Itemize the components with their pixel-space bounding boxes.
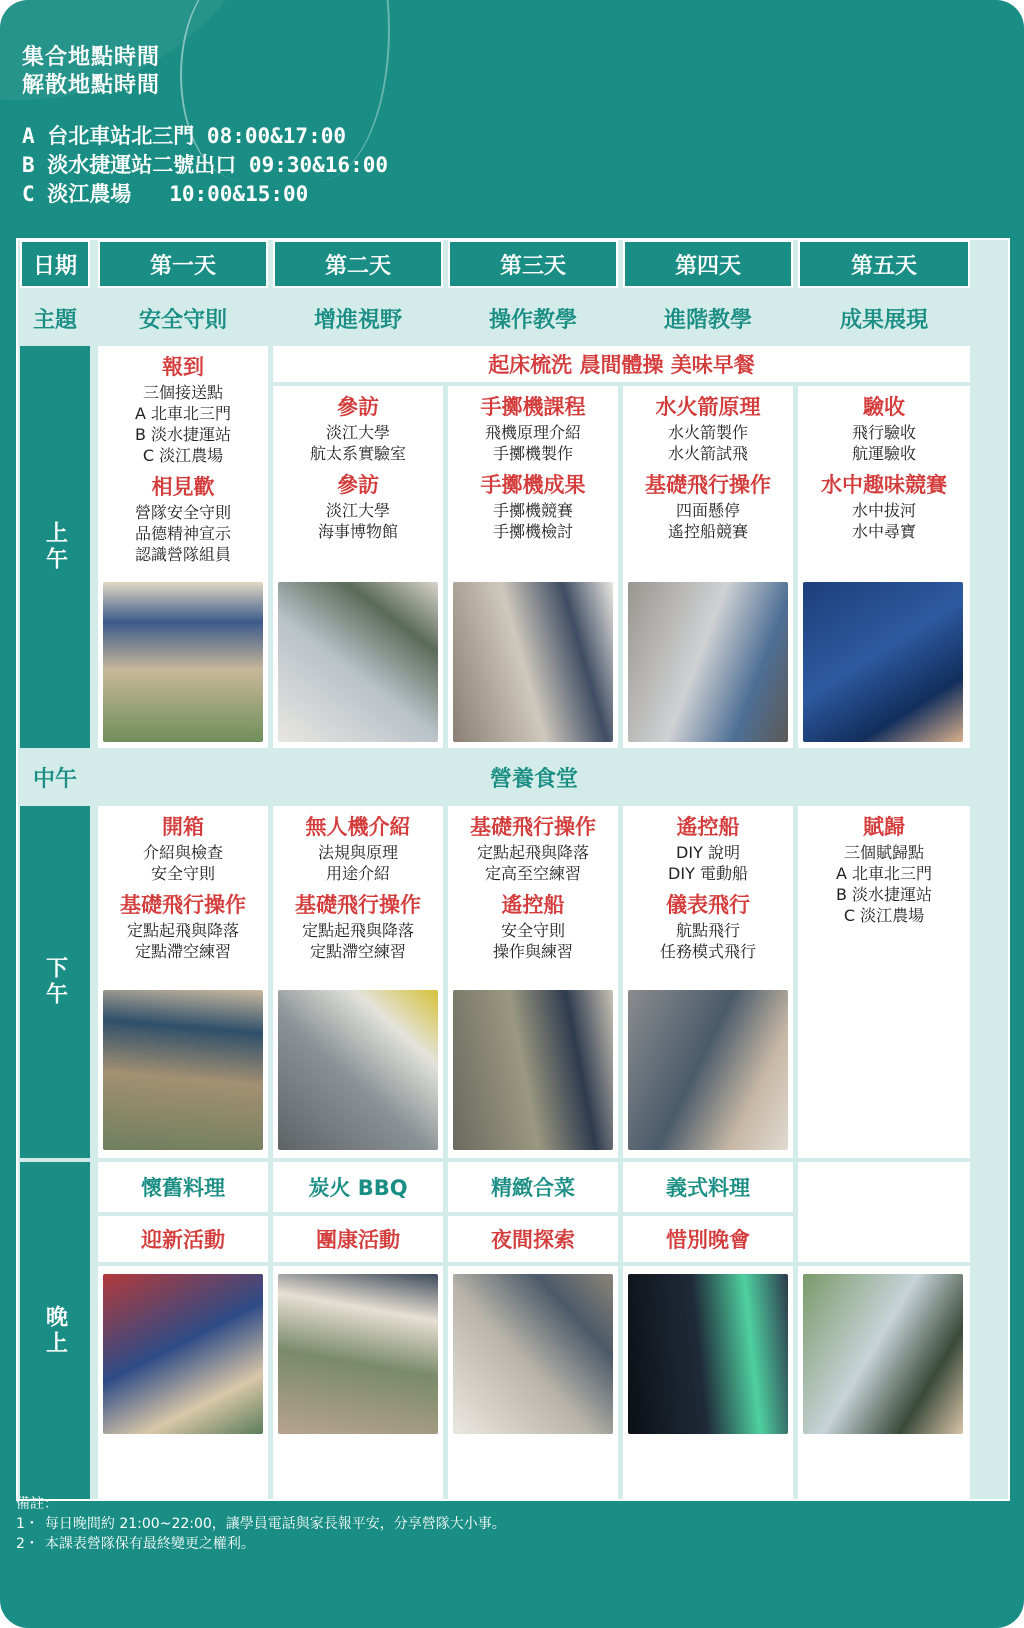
activity-title: 手擲機課程 xyxy=(480,395,586,419)
note-number: 2・ xyxy=(16,1536,39,1552)
day-theme xyxy=(798,292,970,344)
note-text: 本課表營隊保有最終變更之權利。 xyxy=(44,1536,255,1552)
day-header-text: 第三天 xyxy=(499,253,566,279)
note-item xyxy=(16,1514,506,1534)
theme-label-text: 主題 xyxy=(32,307,77,333)
activity-detail: DIY 說明 xyxy=(676,843,740,862)
day-theme-text: 安全守則 xyxy=(138,307,227,333)
activity-detail: 品德精神宣示 xyxy=(134,524,231,543)
noon-label xyxy=(20,752,90,802)
activity-title: 基礎飛行操作 xyxy=(645,473,771,497)
theme-label xyxy=(20,292,90,344)
activity-detail: 飛行驗收 xyxy=(851,423,916,442)
day-theme xyxy=(623,292,793,344)
activity-title: 儀表飛行 xyxy=(666,893,750,917)
evening-activity-2-text: 團康活動 xyxy=(316,1228,400,1252)
activity-detail: 淡江大學 xyxy=(325,501,390,520)
evening-activity-4 xyxy=(623,1216,793,1262)
paper-plane-photo xyxy=(453,582,613,742)
activity-title: 參訪 xyxy=(337,395,379,419)
day-header-text: 第二天 xyxy=(324,253,391,279)
dismissal-time-label: 解散地點時間 xyxy=(22,73,161,98)
meeting-info xyxy=(22,44,388,209)
activity-title: 無人機介紹 xyxy=(305,815,411,839)
activity-detail: DIY 電動船 xyxy=(668,864,748,883)
activity-detail: 航點飛行 xyxy=(675,921,740,940)
activity-detail: 認識營隊組員 xyxy=(134,545,231,564)
swimming-boy-photo xyxy=(803,582,963,742)
activity-detail: 三個接送點 xyxy=(142,383,223,402)
activity-detail: A 北車北三門 xyxy=(835,864,933,883)
activity-title: 基礎飛行操作 xyxy=(470,815,596,839)
day-header xyxy=(448,240,618,288)
activity-detail: 操作與練習 xyxy=(492,942,573,961)
group-photo xyxy=(803,1274,963,1434)
activity-title: 驗收 xyxy=(863,395,905,419)
drone-practice-photo xyxy=(453,990,613,1150)
evening-label xyxy=(20,1162,90,1499)
location-a: A 台北車站北三門 08:00&17:00 xyxy=(22,124,347,148)
activity-title: 手擲機成果 xyxy=(480,473,586,497)
activity-title: 參訪 xyxy=(337,473,379,497)
day-theme-text: 操作教學 xyxy=(488,307,577,333)
activity-detail: 定點滯空練習 xyxy=(309,942,406,961)
dinner-4-text: 義式料理 xyxy=(666,1176,750,1200)
dinner-3 xyxy=(448,1162,618,1212)
smiling-boy-photo xyxy=(628,990,788,1150)
notes-heading: 備註： xyxy=(16,1496,58,1512)
activity-title: 遙控船 xyxy=(501,893,565,917)
activity-detail: 飛機原理介紹 xyxy=(484,423,581,442)
activity-title: 水中趣味競賽 xyxy=(821,473,947,497)
evening-activity-1 xyxy=(98,1216,268,1262)
dinner-2-text: 炭火 BBQ xyxy=(308,1176,408,1200)
activity-detail: 四面懸停 xyxy=(675,501,740,520)
location-c: C 淡江農場 10:00&15:00 xyxy=(22,182,309,206)
meeting-time-label: 集合地點時間 xyxy=(22,45,161,70)
activity-detail: 水中尋寶 xyxy=(851,522,916,541)
evening-activity-1-text: 迎新活動 xyxy=(141,1228,225,1252)
children-cheering-photo xyxy=(103,582,263,742)
activity-detail: 水火箭試飛 xyxy=(667,444,748,463)
dinner-1-text: 懷舊料理 xyxy=(141,1176,225,1200)
activity-detail: 手擲機競賽 xyxy=(492,501,573,520)
day-header xyxy=(273,240,443,288)
day-theme xyxy=(448,292,618,344)
day-theme-text: 成果展現 xyxy=(839,307,928,333)
morning-label xyxy=(20,346,90,748)
rc-boat-photo xyxy=(278,990,438,1150)
activity-detail: 水中拔河 xyxy=(851,501,916,520)
activity-detail: 定點滯空練習 xyxy=(134,942,231,961)
noon-band-text: 營養食堂 xyxy=(489,766,578,792)
activity-detail: 水火箭製作 xyxy=(667,423,748,442)
dinner-1 xyxy=(98,1162,268,1212)
activity-detail: 遙控船競賽 xyxy=(667,522,748,541)
dinner-3-text: 精緻合菜 xyxy=(491,1176,575,1200)
morning-band xyxy=(273,346,970,382)
evening-activity-3 xyxy=(448,1216,618,1262)
activity-detail: 航太系實驗室 xyxy=(309,444,406,463)
noon-label-text: 中午 xyxy=(32,766,77,792)
activity-detail: 安全守則 xyxy=(500,921,565,940)
lab-visit-photo xyxy=(278,582,438,742)
day-theme xyxy=(273,292,443,344)
date-header xyxy=(20,240,90,288)
activity-detail: 介紹與檢查 xyxy=(142,843,223,862)
date-header-text: 日期 xyxy=(32,253,77,279)
afternoon-day-5 xyxy=(798,806,970,1158)
day-header-text: 第一天 xyxy=(149,253,216,279)
activity-title: 相見歡 xyxy=(151,475,215,499)
activity-detail: C 淡江農場 xyxy=(142,446,224,465)
activity-detail: 航運驗收 xyxy=(851,444,916,463)
afternoon-label-text: 下午 xyxy=(42,956,68,1008)
activity-detail: C 淡江農場 xyxy=(843,906,925,925)
activity-title: 開箱 xyxy=(162,815,204,839)
noon-band xyxy=(98,752,970,802)
note-text: 每日晚間約 21:00~22:00，讓學員電話與家長報平安，分享營隊大小事。 xyxy=(44,1516,506,1532)
morning-label-text: 上午 xyxy=(42,521,68,573)
welcome-party-photo xyxy=(103,1274,263,1434)
night-explore-photo xyxy=(453,1274,613,1434)
activity-detail: 安全守則 xyxy=(150,864,215,883)
evening-activity-4-text: 惜別晚會 xyxy=(666,1228,750,1252)
activity-detail: 三個賦歸點 xyxy=(843,843,924,862)
activity-detail: 任務模式飛行 xyxy=(659,942,756,961)
evening-label-text: 晚上 xyxy=(42,1304,68,1357)
kids-games-photo xyxy=(278,1274,438,1434)
activity-title: 賦歸 xyxy=(863,815,905,839)
activity-detail: 手擲機製作 xyxy=(492,444,573,463)
activity-detail: B 淡水捷運站 xyxy=(134,425,232,444)
activity-detail: B 淡水捷運站 xyxy=(835,885,933,904)
activity-detail: 定點起飛與降落 xyxy=(126,921,239,940)
activity-title: 遙控船 xyxy=(676,815,740,839)
day-header xyxy=(798,240,970,288)
activity-detail: 定點起飛與降落 xyxy=(301,921,414,940)
day-header xyxy=(98,240,268,288)
activity-title: 基礎飛行操作 xyxy=(120,893,246,917)
activity-detail: 定高至空練習 xyxy=(484,864,581,883)
note-number: 1・ xyxy=(16,1516,39,1532)
schedule-table xyxy=(16,238,1010,1501)
day-header-text: 第四天 xyxy=(674,253,741,279)
night-drone-photo xyxy=(628,1274,788,1434)
activity-title: 報到 xyxy=(162,355,204,379)
activity-detail: 營隊安全守則 xyxy=(134,503,231,522)
location-b: B 淡水捷運站二號出口 09:30&16:00 xyxy=(22,153,389,177)
activity-detail: 海事博物館 xyxy=(317,522,398,541)
activity-title: 水火箭原理 xyxy=(655,395,761,419)
morning-band-text: 起床梳洗 晨間體操 美味早餐 xyxy=(488,353,755,377)
afternoon-label xyxy=(20,806,90,1158)
notes xyxy=(16,1494,506,1554)
drone-unboxing-photo xyxy=(103,990,263,1150)
day-header xyxy=(623,240,793,288)
dinner-2 xyxy=(273,1162,443,1212)
drone-boy-photo xyxy=(628,582,788,742)
day-theme-text: 增進視野 xyxy=(313,307,402,333)
activity-detail: 用途介紹 xyxy=(325,864,390,883)
note-item xyxy=(16,1534,506,1554)
evening-activity-3-text: 夜間探索 xyxy=(491,1228,575,1252)
day-header-text: 第五天 xyxy=(850,253,917,279)
activity-title: 基礎飛行操作 xyxy=(295,893,421,917)
evening-blank xyxy=(798,1162,970,1262)
day-theme xyxy=(98,292,268,344)
day-theme-text: 進階教學 xyxy=(663,307,752,333)
activity-detail: A 北車北三門 xyxy=(134,404,232,423)
dinner-4 xyxy=(623,1162,793,1212)
location-list xyxy=(22,122,388,209)
evening-activity-2 xyxy=(273,1216,443,1262)
activity-detail: 定點起飛與降落 xyxy=(476,843,589,862)
activity-detail: 法規與原理 xyxy=(317,843,398,862)
activity-detail: 淡江大學 xyxy=(325,423,390,442)
activity-detail: 手擲機檢討 xyxy=(492,522,573,541)
